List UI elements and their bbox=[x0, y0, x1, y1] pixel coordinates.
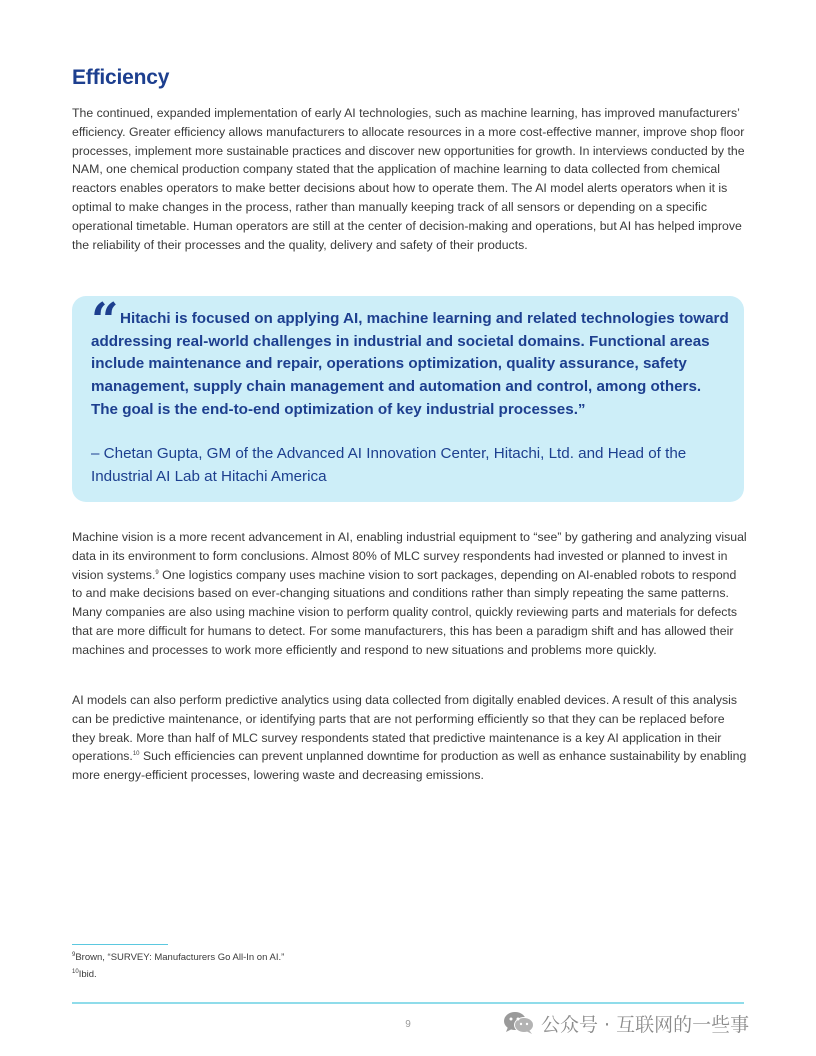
paragraph-text: Machine vision is a more recent advancement in AI, enabling industrial equipment to “see” by gathering and analyzing visual data in its environment to form conclusions. Almost 80% of MLC survey respondents had invested or planned to invest in vision systems. bbox=[72, 530, 747, 582]
section-title: Efficiency bbox=[72, 66, 170, 89]
footnote-number: 9 bbox=[72, 951, 76, 958]
paragraph-machine-vision bbox=[72, 528, 748, 660]
footnote bbox=[72, 969, 97, 980]
footnote-number: 10 bbox=[72, 968, 79, 975]
footnote-text: Ibid. bbox=[78, 969, 97, 980]
footnote-text: Brown, “SURVEY: Manufacturers Go All-In on AI.” bbox=[75, 952, 285, 963]
paragraph-text: One logistics company uses machine vision to sort packages, depending on AI-enabled robots to respond to and make decisions based on ever-changing situations and conditions rather than simply repeating the same patterns. Many companies are also using machine vision to perform quality control, quickly reviewing parts and materials for defects that are more difficult for humans to detect. For some manufacturers, this has been a paradigm shift and has allowed their machines and processes to work more efficiently and respond to new situations and problems more quickly. bbox=[72, 567, 738, 657]
pull-quote bbox=[72, 293, 744, 502]
paragraph-predictive-analytics bbox=[72, 691, 748, 785]
wechat-icon bbox=[503, 1010, 535, 1036]
page-number: 9 bbox=[405, 1019, 411, 1030]
paragraph-text: Such efficiencies can prevent unplanned downtime for production as well as enhance sustainability by enabling more energy-efficient processes, lowering waste and decreasing emissions. bbox=[72, 749, 747, 783]
paragraph-text: AI models can also perform predictive analytics using data collected from digitally enabled devices. A result of this analysis can be predictive maintenance, or identifying parts that are not performing efficiently so that they can be replaced before they break. More than half of MLC survey respondents stated that predictive maintenance is a key AI application in their operations. bbox=[72, 693, 738, 764]
footnote bbox=[72, 952, 284, 963]
footnote-ref: 10 bbox=[132, 751, 140, 758]
footnote-ref: 9 bbox=[155, 569, 159, 576]
quote-attribution: – Chetan Gupta, GM of the Advanced AI Innovation Center, Hitachi, Ltd. and Head of the Industrial AI Lab at Hitachi America bbox=[91, 445, 687, 485]
paragraph-efficiency: The continued, expanded implementation of early AI technologies, such as machine learning, has improved manufacturers’ efficiency. Greater efficiency allows manufacturers to allocate resources in a more cost-effective manner, improve shop floor processes, implement more sustainable practices and discover new opportunities for growth. In interviews conducted by the NAM, one chemical production company stated that the application of machine learning to data collected from chemical reactors enables operators to make better decisions about how to operate them. The AI model alerts operators when it is optimal to make changes in the process, rather than manually keeping track of all sensors or depending on a specific operational timetable. Human operators are still at the center of decision-making and operations, but AI has helped improve the reliability of their processes and the quality, delivery and safety of their products. bbox=[72, 106, 745, 252]
page-footer-rule bbox=[72, 1002, 744, 1004]
footnote-divider bbox=[72, 944, 168, 945]
watermark-text: 公众号 · 互联网的一些事 bbox=[541, 1013, 750, 1036]
quote-mark-icon: “ bbox=[91, 293, 115, 349]
quote-text: Hitachi is focused on applying AI, machine learning and related technologies toward addressing real-world challenges in industrial and societal domains. Functional areas include maintenance and repair, operations optimization, quality assurance, safety management, supply chain management and automation and control, among others. The goal is the end-to-end optimization of key industrial processes.” bbox=[91, 310, 729, 418]
watermark bbox=[503, 1009, 749, 1037]
